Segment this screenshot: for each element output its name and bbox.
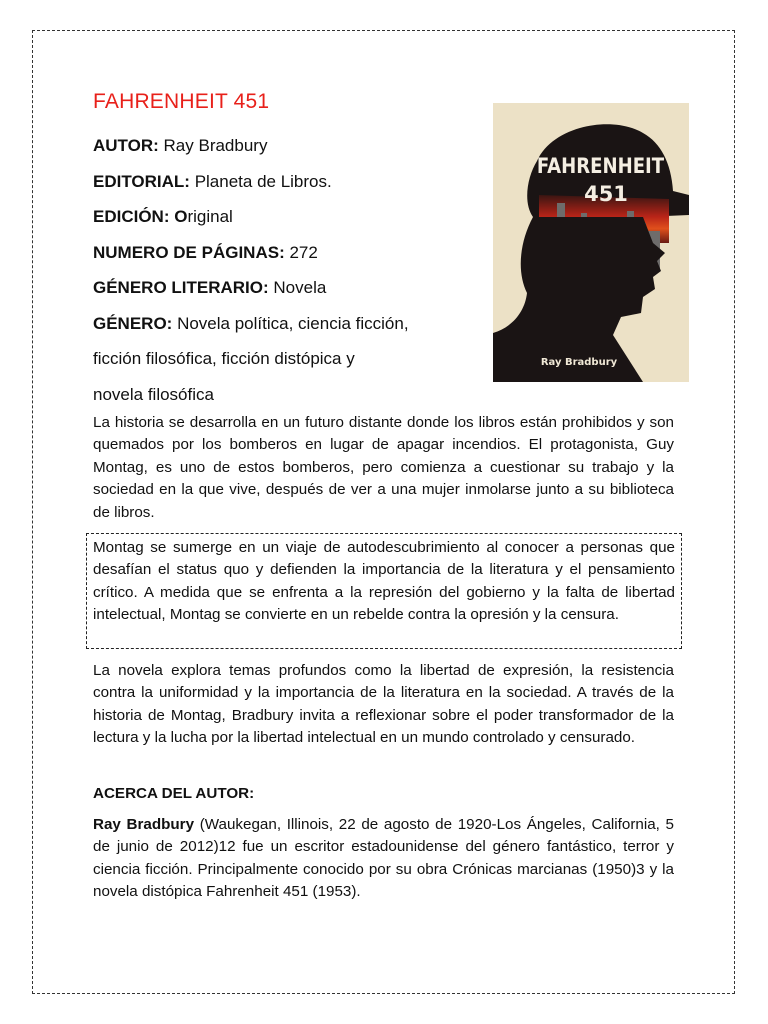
meta-literary-genre-value: Novela bbox=[268, 278, 327, 297]
meta-author-label: AUTOR: bbox=[93, 136, 159, 155]
meta-edition bbox=[93, 199, 463, 235]
meta-literary-genre bbox=[93, 270, 463, 306]
meta-author-value: Ray Bradbury bbox=[158, 136, 268, 155]
meta-publisher-value: Planeta de Libros. bbox=[189, 171, 332, 191]
book-cover-image bbox=[493, 103, 689, 382]
meta-pages-label: NUMERO DE PÁGINAS: bbox=[93, 242, 285, 262]
paragraph-themes: La novela explora temas profundos como la libertad de expresión, la resistencia contra la uniformidad y la importancia de la literatura en la sociedad. A través de la historia de Montag, Bradbury invita a reflexionar sobre el poder transformador de la lectura y la lucha por la libertad intelectual en un mundo controlado y censurado. bbox=[93, 662, 674, 747]
meta-edition-label: EDICIÓN: O bbox=[93, 207, 188, 226]
document-title: FAHRENHEIT 451 bbox=[93, 90, 270, 113]
author-bio: (Waukegan, Illinois, 22 de agosto de 1920-Los Ángeles, California, 5 de junio de 2012)12 fue un escritor estadounidense del género fantástico, terror y ciencia ficción. Principalmente conocido por su obra Crónicas marcianas (1950)3 y la novela distópica Fahrenheit 451 (1953). bbox=[93, 816, 674, 901]
meta-literary-genre-label: GÉNERO LITERARIO: bbox=[93, 278, 269, 297]
meta-genre-continuation-1: ficción filosófica, ficción distópica y bbox=[93, 349, 355, 368]
paragraph-synopsis: La historia se desarrolla en un futuro distante donde los libros están prohibidos y son quemados por los bomberos en lugar de apagar incendios. El protagonista, Guy Montag, es uno de estos bomberos, pero comienza a cuestionar su trabajo y la sociedad en la que vive, después de ver a una mujer inmolarse junto a su biblioteca de libros. bbox=[93, 414, 674, 521]
cover-title-line1: FAHRENHEIT bbox=[536, 153, 665, 179]
meta-publisher bbox=[93, 164, 463, 200]
author-name: Ray Bradbury bbox=[93, 816, 195, 833]
meta-edition-value: riginal bbox=[187, 207, 233, 226]
meta-genre-continuation-2: novela filosófica bbox=[93, 384, 214, 404]
meta-pages-value: 272 bbox=[284, 242, 318, 262]
paragraph-highlighted-box: Montag se sumerge en un viaje de autodescubrimiento al conocer a personas que desafían el status quo y defienden la importancia de la literatura y el pensamiento crítico. A medida que se enfrenta a la represión del gobierno y la falta de libertad intelectual, Montag se convierte en un rebelde contra la opresión y la censura. bbox=[86, 533, 682, 649]
meta-genre bbox=[93, 306, 463, 342]
meta-genre-value: Novela política, ciencia ficción, bbox=[172, 313, 409, 333]
meta-genre-label: GÉNERO: bbox=[93, 313, 173, 333]
about-author-heading: ACERCA DEL AUTOR: bbox=[93, 785, 255, 802]
paragraph-about-author bbox=[93, 814, 674, 904]
meta-author bbox=[93, 128, 463, 164]
cover-title-line2: 451 bbox=[584, 182, 628, 206]
meta-pages bbox=[93, 235, 463, 271]
book-metadata bbox=[93, 128, 463, 412]
meta-publisher-label: EDITORIAL: bbox=[93, 171, 190, 191]
cover-author: Ray Bradbury bbox=[540, 357, 618, 368]
